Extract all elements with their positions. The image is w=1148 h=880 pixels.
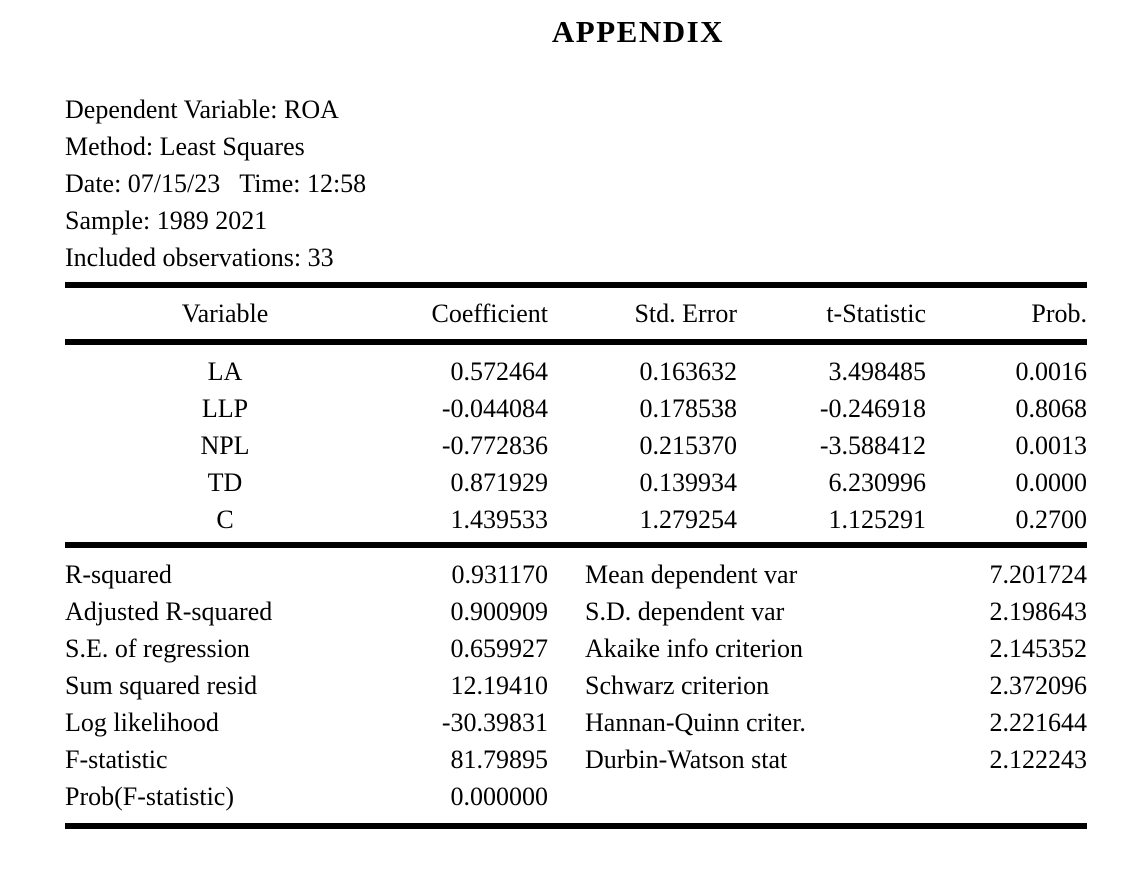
stat-label: Log likelihood xyxy=(65,708,219,737)
stat-value: 0.000000 xyxy=(450,782,548,811)
stats-column-gap xyxy=(548,778,585,815)
coefficient-table-header xyxy=(65,288,1087,339)
stats-row xyxy=(65,593,1087,630)
stats-column-gap xyxy=(548,704,585,741)
t-statistic-cell: -3.588412 xyxy=(819,431,926,460)
stats-row xyxy=(65,778,1087,815)
stat-value: 7.201724 xyxy=(989,560,1087,589)
stat-label: S.E. of regression xyxy=(65,634,250,663)
stats-column-gap xyxy=(548,630,585,667)
stat-label: R-squared xyxy=(65,560,172,589)
column-header-t-statistic: t-Statistic xyxy=(826,299,926,328)
stat-label: S.D. dependent var xyxy=(585,597,785,626)
stats-row xyxy=(65,704,1087,741)
date-time-line: Date: 07/15/23 Time: 12:58 xyxy=(65,169,367,198)
coefficient-cell: 1.439533 xyxy=(450,505,548,534)
stat-value: 2.145352 xyxy=(989,634,1087,663)
coefficient-cell: 0.572464 xyxy=(450,357,548,386)
coefficient-table-body xyxy=(65,345,1087,542)
column-header-std-error: Std. Error xyxy=(634,299,737,328)
stats-column-gap xyxy=(548,667,585,704)
stat-label xyxy=(585,778,905,815)
appendix-page xyxy=(65,14,1087,829)
stat-value xyxy=(905,778,1087,815)
method-line: Method: Least Squares xyxy=(65,132,305,161)
coefficient-cell: -0.044084 xyxy=(441,394,548,423)
t-statistic-cell: 3.498485 xyxy=(828,357,926,386)
std-error-cell: 0.215370 xyxy=(639,431,737,460)
prob-cell: 0.0013 xyxy=(1015,431,1087,460)
stat-label: Hannan-Quinn criter. xyxy=(585,708,806,737)
stat-label: Sum squared resid xyxy=(65,671,258,700)
stat-value: 2.122243 xyxy=(989,745,1087,774)
variable-cell: NPL xyxy=(200,431,250,460)
summary-statistics xyxy=(65,548,1087,823)
stats-row xyxy=(65,741,1087,778)
stat-label: Adjusted R-squared xyxy=(65,597,273,626)
stats-column-gap xyxy=(548,556,585,593)
sample-line: Sample: 1989 2021 xyxy=(65,206,268,235)
t-statistic-cell: 1.125291 xyxy=(828,505,926,534)
stats-row xyxy=(65,630,1087,667)
stat-label: Mean dependent var xyxy=(585,560,798,589)
stat-value: 2.221644 xyxy=(989,708,1087,737)
variable-cell: C xyxy=(216,505,234,534)
observations-line: Included observations: 33 xyxy=(65,243,334,272)
variable-cell: TD xyxy=(207,468,243,497)
stat-label: F-statistic xyxy=(65,745,168,774)
table-row xyxy=(65,390,1087,427)
stat-value: 0.900909 xyxy=(450,597,548,626)
variable-cell: LLP xyxy=(201,394,249,423)
stat-value: 0.931170 xyxy=(451,560,548,589)
stat-label: Schwarz criterion xyxy=(585,671,770,700)
t-statistic-cell: 6.230996 xyxy=(828,468,926,497)
stat-value: 2.198643 xyxy=(989,597,1087,626)
stats-column-gap xyxy=(548,593,585,630)
stat-value: -30.39831 xyxy=(441,708,548,737)
std-error-cell: 1.279254 xyxy=(639,505,737,534)
column-header-prob: Prob. xyxy=(1031,299,1087,328)
coefficient-cell: -0.772836 xyxy=(441,431,548,460)
stat-value: 81.79895 xyxy=(450,745,548,774)
column-header-variable: Variable xyxy=(181,299,269,328)
stats-row xyxy=(65,667,1087,704)
std-error-cell: 0.163632 xyxy=(639,357,737,386)
stat-label: Durbin-Watson stat xyxy=(585,745,788,774)
table-row xyxy=(65,464,1087,501)
variable-cell: LA xyxy=(207,357,243,386)
table-row xyxy=(65,353,1087,390)
coefficient-cell: 0.871929 xyxy=(450,468,548,497)
prob-cell: 0.8068 xyxy=(1015,394,1087,423)
stat-label: Prob(F-statistic) xyxy=(65,782,234,811)
std-error-cell: 0.178538 xyxy=(639,394,737,423)
column-header-coefficient: Coefficient xyxy=(431,299,548,328)
stats-row xyxy=(65,556,1087,593)
prob-cell: 0.0016 xyxy=(1015,357,1087,386)
stats-column-gap xyxy=(548,741,585,778)
regression-header-info xyxy=(65,91,1087,276)
dependent-variable-line: Dependent Variable: ROA xyxy=(65,95,339,124)
t-statistic-cell: -0.246918 xyxy=(819,394,926,423)
stat-value: 2.372096 xyxy=(989,671,1087,700)
page-title: APPENDIX xyxy=(551,14,725,49)
stat-label: Akaike info criterion xyxy=(585,634,804,663)
table-bottom-rule xyxy=(65,823,1087,829)
table-row xyxy=(65,427,1087,464)
stat-value: 12.19410 xyxy=(450,671,548,700)
table-row xyxy=(65,501,1087,538)
prob-cell: 0.0000 xyxy=(1015,468,1087,497)
std-error-cell: 0.139934 xyxy=(639,468,737,497)
stat-value: 0.659927 xyxy=(450,634,548,663)
prob-cell: 0.2700 xyxy=(1015,505,1087,534)
